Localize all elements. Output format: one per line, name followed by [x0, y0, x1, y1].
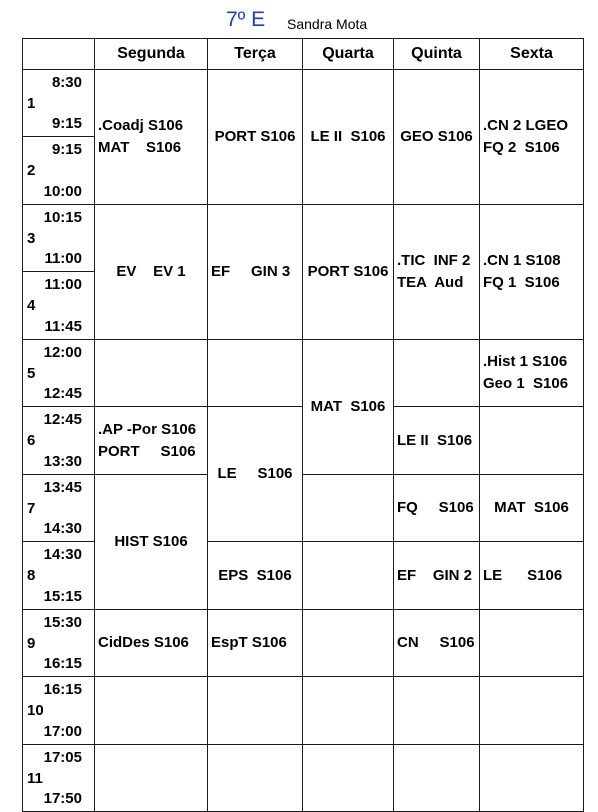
class-cell — [95, 610, 208, 677]
slot-number: 2 — [27, 162, 36, 179]
class-entry: LE S106 — [217, 465, 293, 482]
class-entry: PORT S106 — [307, 263, 389, 280]
empty-cell — [208, 677, 303, 745]
day-header-monday: Segunda — [95, 39, 208, 70]
class-entry: CN S106 — [397, 634, 475, 651]
class-entry: .CN 1 S108 — [483, 252, 561, 269]
slot-start: 10:15 — [43, 209, 82, 226]
class-entry: .Coadj S106 — [98, 117, 184, 134]
class-cell — [303, 205, 394, 340]
time-slot — [23, 407, 95, 475]
class-cell — [208, 542, 303, 610]
table-row — [23, 475, 584, 542]
slot-number: 6 — [27, 432, 36, 449]
slot-start: 11:00 — [44, 276, 82, 293]
slot-start: 13:45 — [43, 479, 82, 496]
class-entry: EspT S106 — [211, 634, 287, 651]
class-cell — [208, 407, 303, 542]
class-entry: HIST S106 — [114, 533, 188, 550]
table-row — [23, 205, 584, 272]
class-entry: FQ 1 S106 — [483, 274, 560, 291]
class-cell — [480, 475, 584, 542]
slot-start: 16:15 — [43, 681, 82, 698]
table-row — [23, 610, 584, 677]
class-entry: EV EV 1 — [116, 263, 186, 280]
slot-number: 10 — [27, 702, 44, 719]
slot-start: 12:00 — [43, 344, 82, 361]
slot-end: 11:45 — [44, 318, 82, 335]
class-cell — [394, 542, 480, 610]
slot-end: 17:00 — [43, 723, 82, 740]
class-cell — [208, 610, 303, 677]
empty-cell — [95, 677, 208, 745]
empty-cell — [303, 745, 394, 812]
empty-cell — [303, 542, 394, 610]
class-cell — [208, 205, 303, 340]
empty-cell — [303, 610, 394, 677]
slot-end: 10:00 — [43, 183, 82, 200]
slot-number: 7 — [27, 500, 36, 517]
time-slot — [23, 205, 95, 272]
slot-end: 11:00 — [44, 250, 82, 267]
table-row — [23, 745, 584, 812]
class-entry: LE II S106 — [397, 431, 473, 449]
class-cell — [480, 340, 584, 407]
class-cell — [303, 70, 394, 205]
table-row — [23, 70, 584, 137]
empty-cell — [208, 340, 303, 407]
class-entry: PORT S106 — [98, 442, 196, 460]
empty-cell — [303, 677, 394, 745]
time-slot — [23, 677, 95, 745]
slot-end: 9:15 — [51, 115, 82, 132]
class-entry: .CN 2 LGEO — [483, 117, 569, 134]
class-entry: MAT S106 — [98, 139, 182, 156]
day-header-tuesday: Terça — [208, 39, 303, 70]
corner-cell — [23, 39, 95, 70]
class-entry: FQ 2 S106 — [483, 139, 560, 156]
empty-cell — [95, 340, 208, 407]
class-cell — [394, 610, 480, 677]
slot-number: 9 — [27, 635, 36, 652]
class-name: 7º E — [226, 8, 266, 31]
time-slot — [23, 340, 95, 407]
class-cell — [208, 70, 303, 205]
class-entry: .Hist 1 S106 — [483, 353, 568, 370]
class-entry: EF GIN 3 — [211, 263, 291, 280]
slot-end: 17:50 — [43, 790, 82, 807]
class-entry: PORT S106 — [214, 128, 296, 145]
slot-number: 5 — [27, 365, 36, 382]
empty-cell — [208, 745, 303, 812]
time-slot — [23, 70, 95, 137]
time-slot — [23, 745, 95, 812]
empty-cell — [480, 677, 584, 745]
empty-cell — [394, 340, 480, 407]
class-entry: GEO S106 — [400, 128, 473, 145]
class-cell — [95, 407, 208, 475]
empty-cell — [480, 745, 584, 812]
class-entry: .AP -Por S106 — [98, 420, 197, 438]
class-entry: LE II S106 — [310, 128, 386, 145]
slot-number: 1 — [27, 95, 36, 112]
slot-start: 15:30 — [43, 614, 82, 631]
timetable — [22, 38, 584, 812]
empty-cell — [480, 610, 584, 677]
class-entry: MAT S106 — [310, 398, 386, 415]
class-entry: CidDes S106 — [98, 634, 189, 651]
class-entry: .TIC INF 2 — [397, 252, 471, 269]
empty-cell — [394, 745, 480, 812]
class-cell — [480, 205, 584, 340]
class-entry: Geo 1 S106 — [483, 375, 569, 392]
table-row — [23, 340, 584, 407]
slot-number: 3 — [27, 230, 36, 247]
time-slot — [23, 542, 95, 610]
empty-cell — [95, 745, 208, 812]
class-entry: EF GIN 2 — [397, 566, 473, 584]
slot-number: 8 — [27, 567, 36, 584]
class-entry: FQ S106 — [397, 499, 474, 516]
slot-start: 9:15 — [51, 141, 82, 158]
slot-start: 12:45 — [43, 411, 82, 428]
slot-end: 12:45 — [43, 385, 82, 402]
empty-cell — [394, 677, 480, 745]
class-cell — [394, 205, 480, 340]
class-entry: MAT S106 — [494, 499, 569, 516]
day-header-friday: Sexta — [480, 39, 584, 70]
table-row — [23, 677, 584, 745]
class-cell — [480, 70, 584, 205]
class-cell — [95, 70, 208, 205]
class-cell — [303, 340, 394, 475]
time-slot — [23, 610, 95, 677]
class-cell — [394, 70, 480, 205]
slot-end: 13:30 — [43, 453, 82, 470]
schedule-header — [0, 8, 598, 36]
slot-end: 16:15 — [43, 655, 82, 672]
day-header-thursday: Quinta — [394, 39, 480, 70]
time-slot — [23, 272, 95, 340]
class-entry: LE S106 — [483, 566, 563, 584]
class-cell — [95, 475, 208, 610]
slot-number: 11 — [27, 770, 43, 787]
empty-cell — [303, 475, 394, 542]
day-header-wednesday: Quarta — [303, 39, 394, 70]
slot-start: 8:30 — [51, 74, 82, 91]
class-cell — [95, 205, 208, 340]
class-cell — [394, 475, 480, 542]
time-slot — [23, 137, 95, 205]
slot-start: 14:30 — [43, 546, 82, 563]
empty-cell — [480, 407, 584, 475]
class-cell — [394, 407, 480, 475]
class-cell — [480, 542, 584, 610]
slot-number: 4 — [27, 297, 36, 314]
slot-end: 14:30 — [43, 520, 82, 537]
time-slot — [23, 475, 95, 542]
teacher-name: Sandra Mota — [287, 16, 368, 32]
slot-end: 15:15 — [43, 588, 82, 605]
class-entry: EPS S106 — [218, 566, 292, 584]
slot-start: 17:05 — [43, 749, 82, 766]
header-row — [23, 39, 584, 70]
class-entry: TEA Aud — [397, 274, 464, 291]
